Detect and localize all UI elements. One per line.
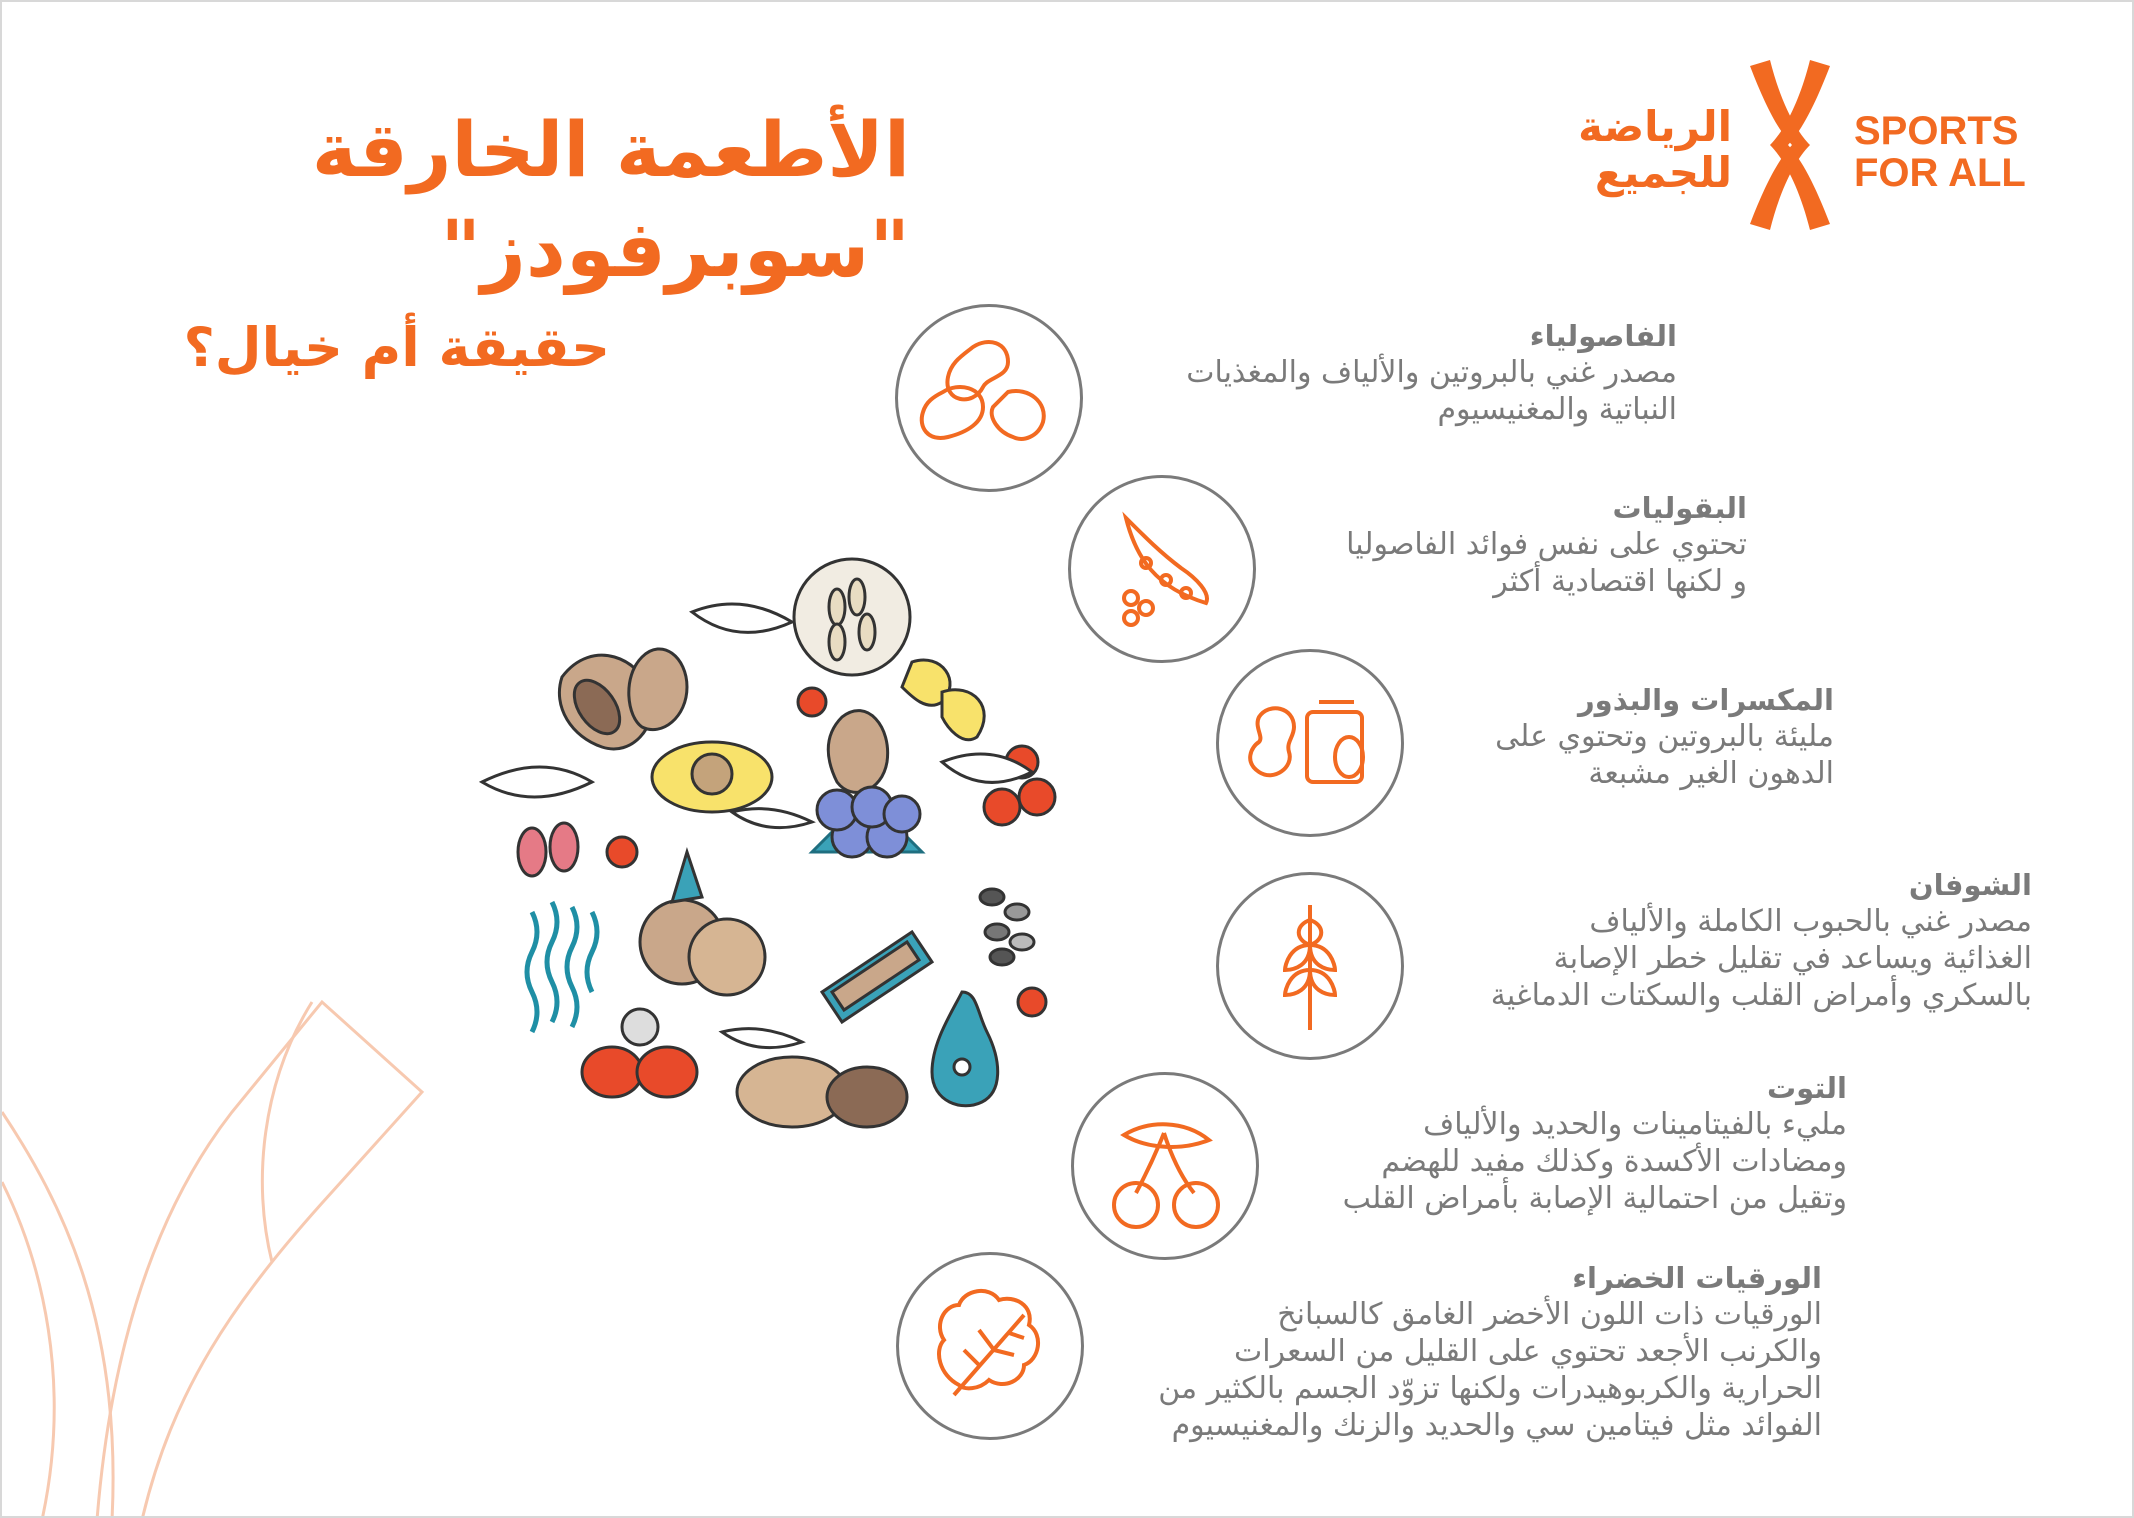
pea-pod-icon (1071, 478, 1253, 660)
logo-arabic-line-1: الرياضة (1578, 102, 1732, 151)
logo-english-line-2: FOR ALL (1854, 151, 2026, 195)
oats-wheat-icon-circle (1216, 872, 1404, 1060)
beans-desc-2: النباتية والمغنيسيوم (1437, 392, 1677, 427)
walnuts-illustration (737, 1057, 907, 1127)
oats-desc-1: مصدر غني بالحبوب الكاملة والألياف (1589, 904, 2032, 939)
berries-desc-1: مليء بالفيتامينات والحديد والألياف (1423, 1107, 1847, 1142)
legumes-desc-1: تحتوي على نفس فوائد الفاصوليا (1346, 527, 1747, 562)
logo-arabic-text (1522, 104, 1732, 196)
oats-desc-3: بالسكري وأمراض القلب والسكتات الدماغية (1490, 978, 2032, 1013)
superfoods-illustration (472, 552, 1072, 1152)
pea-pod-icon-circle (1068, 475, 1256, 663)
beans-icon (898, 307, 1080, 489)
pear-illustration (932, 992, 998, 1106)
seaweed-illustration (527, 902, 597, 1032)
berries-desc-3: وتقيل من احتمالية الإصابة بأمراض القلب (1342, 1181, 1847, 1216)
leafy-greens-heading: الورقيات الخضراء (1572, 1261, 1822, 1295)
oats-heading: الشوفان (1908, 868, 2032, 902)
title-line-1: الأطعمة الخارقة (311, 105, 910, 194)
nuts-seeds-desc-2: الدهون الغير مشبعة (1588, 756, 1834, 791)
legumes-desc-2: و لكنها اقتصادية أكثر (1493, 564, 1747, 599)
beans-desc-1: مصدر غني بالبروتين والألياف والمغذيات (1186, 355, 1677, 390)
cherries-icon (1074, 1075, 1256, 1257)
berries-desc-2: ومضادات الأكسدة وكذلك مفيد للهضم (1381, 1144, 1847, 1179)
oats-bowl-illustration (794, 559, 910, 675)
avocado-half-illustration (652, 742, 772, 812)
legumes-heading: البقوليات (1612, 491, 1747, 525)
nuts-seeds-icon (1219, 652, 1401, 834)
sports-for-all-logo (1522, 60, 2052, 230)
logo-x-mark-icon (1740, 60, 1840, 230)
leafy-greens-desc-4: الفوائد مثل فيتامين سي والحديد والزنك والمغنيسيوم (1171, 1408, 1822, 1443)
mixed-seeds-illustration (980, 889, 1034, 965)
beans-heading: الفاصولياء (1529, 319, 1677, 353)
goji-berries-illustration (518, 823, 578, 876)
leafy-greens-desc-1: الورقيات ذات اللون الأخضر الغامق كالسبانخ (1277, 1297, 1822, 1332)
leafy-greens-desc-3: الحرارية والكربوهيدرات ولكنها تزوّد الجسم بالكثير من (1158, 1371, 1822, 1406)
blueberries-illustration (812, 787, 922, 857)
nuts-seeds-icon-circle (1216, 649, 1404, 837)
oats-wheat-icon (1219, 875, 1401, 1057)
red-nuts-illustration (582, 1009, 697, 1097)
coconut-illustration (640, 852, 765, 995)
logo-arabic-line-2: للجميع (1594, 148, 1732, 197)
seed-pod-illustration (822, 932, 932, 1022)
berries-heading: التوت (1767, 1071, 1847, 1105)
page-title (130, 100, 910, 396)
logo-english-line-1: SPORTS (1854, 109, 2019, 153)
cashews-illustration (902, 660, 984, 740)
title-line-3: حقيقة أم خيال؟ (183, 316, 610, 379)
nuts-seeds-heading: المكسرات والبذور (1577, 683, 1834, 717)
nuts-seeds-desc-1: مليئة بالبروتين وتحتوي على (1495, 719, 1834, 754)
beans-icon-circle (895, 304, 1083, 492)
cherries-icon-circle (1071, 1072, 1259, 1260)
title-line-2: "سوبرفودز" (440, 205, 910, 295)
logo-english-text (1854, 110, 2026, 194)
oats-desc-2: الغذائية ويساعد في تقليل خطر الإصابة (1553, 941, 2032, 976)
leafy-greens-desc-2: والكرنب الأجعد تحتوي على القليل من السعرات (1233, 1334, 1822, 1369)
